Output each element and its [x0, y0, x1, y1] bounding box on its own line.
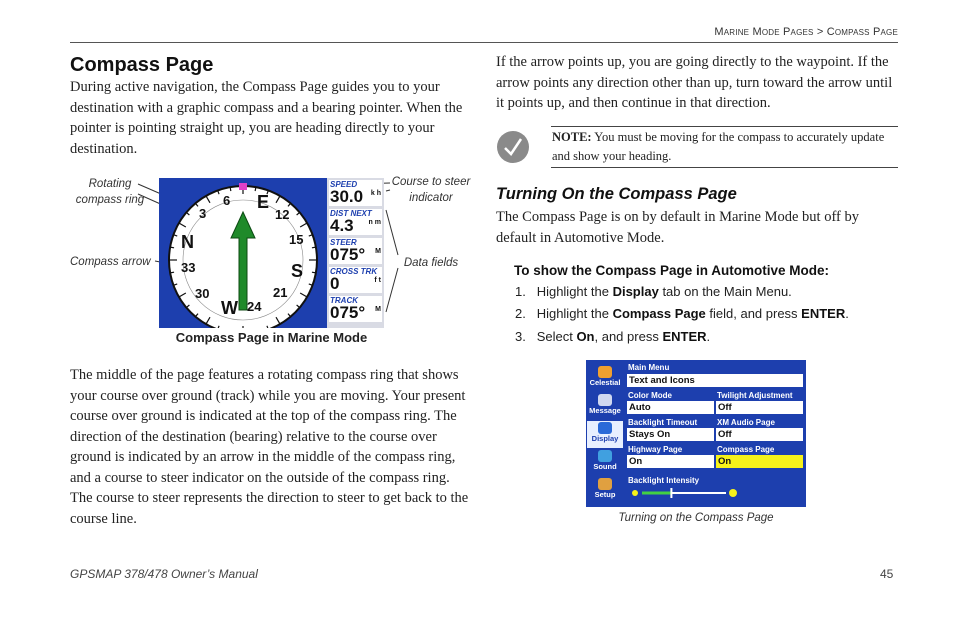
step-text: field, and press [705, 306, 802, 321]
callout-data-fields: Data fields [403, 257, 459, 269]
tab-display[interactable] [587, 421, 623, 448]
figure-caption-compass: Compass Page in Marine Mode [175, 330, 368, 345]
tab-label: Message [589, 406, 621, 415]
compass-page-label: Compass Page [717, 445, 775, 454]
step-3 [515, 329, 710, 344]
data-field-value: 0 [330, 274, 340, 293]
compass-degree-12: 12 [275, 207, 290, 222]
tab-label: Display [591, 434, 619, 443]
footer-page-number: 45 [880, 567, 894, 581]
compass-degree-15: 15 [289, 232, 304, 247]
compass-letter-w: W [221, 298, 238, 318]
step-text: . [845, 306, 849, 321]
compass-screen [159, 178, 384, 328]
callout-course-to-steer: Course to steer indicator [391, 176, 471, 204]
compass-page-field[interactable]: On [716, 455, 803, 468]
steps-title: To show the Compass Page in Automotive Mode: [514, 263, 830, 278]
menu-title: Main Menu [628, 363, 670, 372]
step-1 [515, 284, 792, 299]
step-number: 3. [515, 329, 526, 344]
tab-celestial[interactable] [587, 365, 623, 392]
compass-tick [170, 272, 174, 273]
backlight-slider[interactable] [630, 486, 740, 502]
step-text: Highlight the [536, 284, 613, 299]
body-paragraph: The middle of the page features a rotating compass ring that shows your course over ground (track) while you are moving. Your present course over ground is indicated at the top of the compass ring. The direction of the destination (bearing) relative to the course over ground is indicated by an arrow in the middle of the compass ring, and a course to steer indicator on the outside of the compass ring. The course to steer represents the direction to steer to get back to the course line. [70, 367, 469, 527]
data-field-label: CROSS TRK [330, 267, 378, 276]
compass-degree-21: 21 [273, 285, 288, 300]
data-field-label: SPEED [330, 180, 358, 189]
compass-degree-33: 33 [181, 260, 196, 275]
compass-tick [312, 247, 316, 248]
step-bold: Display [612, 284, 659, 299]
message-icon [598, 394, 612, 406]
data-field-value: 075° [330, 245, 366, 264]
xm-audio-page-field[interactable]: Off [716, 428, 803, 441]
note-rule-top [551, 126, 898, 127]
step-text: , and press [594, 329, 663, 344]
data-field-value: 30.0 [330, 187, 364, 206]
step-text: tab on the Main Menu. [658, 284, 792, 299]
compass-tick [312, 272, 316, 273]
section-title: Turning On the Compass Page [496, 185, 737, 203]
callout-rotating-ring: Rotating compass ring [75, 178, 145, 206]
tab-message[interactable] [587, 393, 623, 420]
intro-paragraph: During active navigation, the Compass Page guides you to your destination with a graphic compass and a bearing pointer. When the pointer is pointing straight up, you are heading directly to your destination. [70, 79, 463, 157]
data-field-track[interactable] [329, 296, 382, 322]
note-text: You must be moving for the compass to accurately update and show your heading. [552, 130, 885, 163]
xm-audio-page-label: XM Audio Page [717, 418, 775, 427]
highway-page-label: Highway Page [628, 445, 683, 454]
display-icon [598, 422, 612, 434]
section-paragraph: The Compass Page is on by default in Marine Mode but off by default in Automotive Mode. [496, 209, 859, 246]
backlight-timeout-field[interactable]: Stays On [627, 428, 714, 441]
bright-bulb-icon [729, 489, 737, 497]
step-text: . [706, 329, 711, 344]
compass-letter-s: S [291, 261, 304, 281]
backlight-intensity-label: Backlight Intensity [628, 476, 700, 485]
tab-sound[interactable] [587, 449, 623, 476]
step-number: 1. [515, 284, 526, 299]
highway-page-field[interactable]: On [627, 455, 714, 468]
note-block [552, 128, 898, 166]
step-bold: On [576, 329, 595, 344]
compass-letter-n: N [181, 232, 194, 252]
data-field-value: 075° [330, 303, 366, 322]
compass-tick [170, 247, 174, 248]
data-field-label: DIST NEXT [330, 209, 372, 218]
compass-degree-30: 30 [195, 286, 210, 301]
data-field-dist-next[interactable] [329, 209, 382, 235]
setup-icon [598, 478, 612, 490]
compass-degree-24: 24 [247, 299, 262, 314]
data-field-cross-track[interactable] [329, 267, 382, 293]
data-field-value: 4.3 [330, 216, 354, 235]
data-field-unit: n m [368, 219, 381, 226]
tab-label: Sound [593, 462, 617, 471]
step-2 [515, 306, 849, 321]
dim-bulb-icon [632, 490, 638, 496]
data-field-label: STEER [330, 238, 357, 247]
slider-thumb[interactable] [670, 488, 672, 498]
note-label: NOTE: [552, 130, 592, 144]
tab-label: Celestial [589, 378, 621, 387]
step-bold: ENTER [662, 329, 707, 344]
twilight-adjustment-label: Twilight Adjustment [717, 391, 793, 400]
data-field-unit: k h [370, 190, 381, 197]
compass-tick [230, 187, 231, 191]
callout-compass-arrow: Compass arrow [70, 256, 151, 268]
arrow-paragraph: If the arrow points up, you are going directly to the waypoint. If the arrow points any direction other than up, turn toward the arrow until it points up, and then continue in that direction. [496, 54, 893, 111]
figure-caption-menu: Turning on the Compass Page [618, 512, 774, 524]
course-to-steer-marker [239, 183, 247, 190]
note-icon [496, 130, 530, 164]
note-rule-bottom [551, 167, 898, 168]
color-mode-field[interactable]: Auto [627, 401, 714, 414]
sound-icon [598, 450, 612, 462]
compass-ring [159, 178, 329, 328]
step-bold: ENTER [801, 306, 846, 321]
data-field-unit: f t [374, 277, 381, 284]
main-menu-screen [586, 360, 806, 507]
step-bold: Compass Page [612, 306, 706, 321]
compass-tick [255, 187, 256, 191]
data-field-unit: M [375, 248, 381, 255]
tab-setup[interactable] [587, 477, 623, 504]
data-field-speed[interactable] [329, 180, 382, 206]
color-mode-label: Color Mode [628, 391, 672, 400]
compass-degree-3: 3 [199, 206, 207, 221]
text-and-icons-field[interactable]: Text and Icons [627, 374, 803, 387]
data-field-steer[interactable] [329, 238, 382, 264]
backlight-timeout-label: Backlight Timeout [628, 418, 698, 427]
data-field-label: TRACK [330, 296, 358, 305]
step-number: 2. [515, 306, 526, 321]
compass-degree-6: 6 [223, 193, 231, 208]
celestial-icon [598, 366, 612, 378]
step-text: Select [536, 329, 577, 344]
main-menu-tabs [586, 360, 624, 507]
page-title: Compass Page [70, 54, 214, 76]
footer-manual-title: GPSMAP 378/478 Owner’s Manual [70, 567, 258, 581]
data-field-unit: M [375, 306, 381, 313]
step-text: Highlight the [536, 306, 613, 321]
breadcrumb: Marine Mode Pages > Compass Page [714, 26, 898, 38]
data-fields-panel [327, 178, 384, 328]
twilight-adjustment-field[interactable]: Off [716, 401, 803, 414]
tab-label: Setup [594, 490, 616, 499]
compass-letter-e: E [257, 192, 270, 212]
